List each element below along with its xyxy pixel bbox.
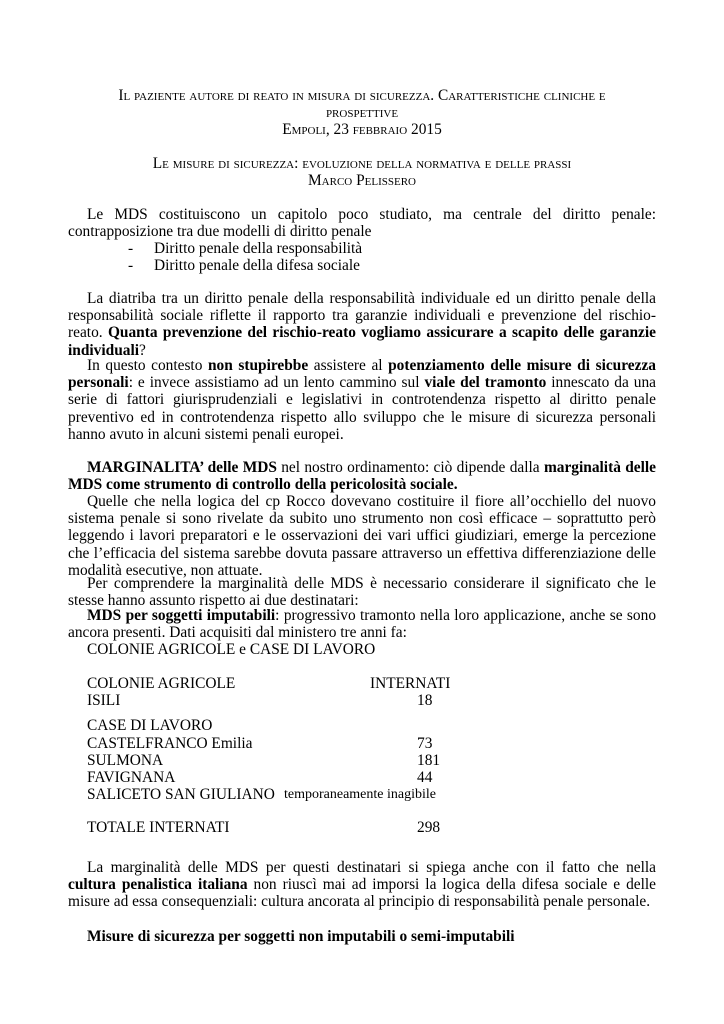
paragraph-diatriba: La diatriba tra un diritto penale della responsabilità individuale ed un diritto penale della responsabilità sociale riflette il rapporto tra garanzie individuali e prevenzione del rischio-reato. Quanta prevenzione del rischio-reato vogliamo assicurare a scapito delle garanzie individuali?	[68, 290, 656, 359]
author-name: Marco Pelissero	[308, 172, 416, 189]
talk-title: Le misure di sicurezza: evoluzione della normativa e delle prassi	[152, 155, 572, 172]
table-caption: COLONIE AGRICOLE e CASE DI LAVORO	[87, 641, 376, 658]
conference-title-cont: prospettive	[325, 104, 399, 121]
table-row: ISILI 18	[87, 692, 433, 710]
intro-text: Le MDS costituiscono un capitolo poco studiato, ma centrale del diritto penale: contrapposizione tra due modelli di diritto penale	[68, 206, 656, 241]
intro-paragraph	[68, 206, 656, 240]
paragraph-marginalita: MARGINALITA’ delle MDS nel nostro ordinamento: ciò dipende dalla marginalità delle MDS come strumento di controllo della pericolosità sociale.	[68, 459, 656, 494]
table-total-row: TOTALE INTERNATI 298	[87, 819, 441, 837]
conference-date: Empoli, 23 febbraio 2015	[282, 121, 442, 138]
bold-question: Quanta prevenzione del rischio-reato vogliamo assicurare a scapito delle garanzie individuali	[68, 324, 656, 359]
table-row: SALICETO SAN GIULIANO temporaneamente inagibile	[87, 786, 436, 804]
paragraph-cultura: La marginalità delle MDS per questi destinatari si spiega anche con il fatto che nella cultura penalistica italiana non riuscì mai ad imporsi la logica della difesa sociale e delle misure ad essa consequenziali: cultura ancorata al principio di responsabilità penale personale.	[68, 859, 656, 911]
section-heading: Misure di sicurezza per soggetti non imputabili o semi-imputabili	[87, 928, 515, 945]
table-row: FAVIGNANA 44	[87, 768, 433, 786]
intro-bullet-list	[68, 240, 656, 274]
paragraph-cp-rocco: Quelle che nella logica del cp Rocco dovevano costituire il fiore all’occhiello del nuovo sistema penale si sono rivelate da subito uno strumento non così efficace – soprattutto però leggendo i lavori preparatori e le osservazioni dei vari uffici giudiziari, emerge la percezione che l’efficacia del sistema sarebbe dovuta passare attraverso un effettiva differenziazione delle modalità esecutive, non attuate.	[68, 493, 656, 579]
internati-table	[87, 675, 487, 837]
conference-title: Il paziente autore di reato in misura di sicurezza. Caratteristiche cliniche e	[118, 87, 606, 104]
table-row: SULMONA 181	[87, 751, 441, 769]
paragraph-contesto: In questo contesto non stupirebbe assistere al potenziamento delle misure di sicurezza personali: e invece assistiamo ad un lento cammino sul viale del tramonto innescato da una serie di fattori giurisprudenziali e legislativi in controtendenza rispetto al diritto penale preventivo ed in controtendenza rispetto allo sviluppo che le misure di sicurezza personali hanno avuto in alcuni sistemi penali europei.	[68, 357, 656, 443]
table-row: CASTELFRANCO Emilia 73	[87, 734, 433, 752]
list-item: - Diritto penale della responsabilità	[128, 240, 363, 257]
table-group-title: CASE DI LAVORO	[87, 717, 213, 735]
table-header-row: COLONIE AGRICOLE INTERNATI	[87, 675, 451, 692]
list-item: - Diritto penale della difesa sociale	[128, 257, 360, 275]
paragraph-imputabili: MDS per soggetti imputabili: progressivo tramonto nella loro applicazione, anche se sono ancora presenti. Dati acquisiti dal ministero tre anni fa:	[68, 607, 657, 642]
paragraph-destinatari: Per comprendere la marginalità delle MDS è necessario considerare il significato che le stesse hanno assunto rispetto ai due destinatari:	[68, 575, 656, 610]
